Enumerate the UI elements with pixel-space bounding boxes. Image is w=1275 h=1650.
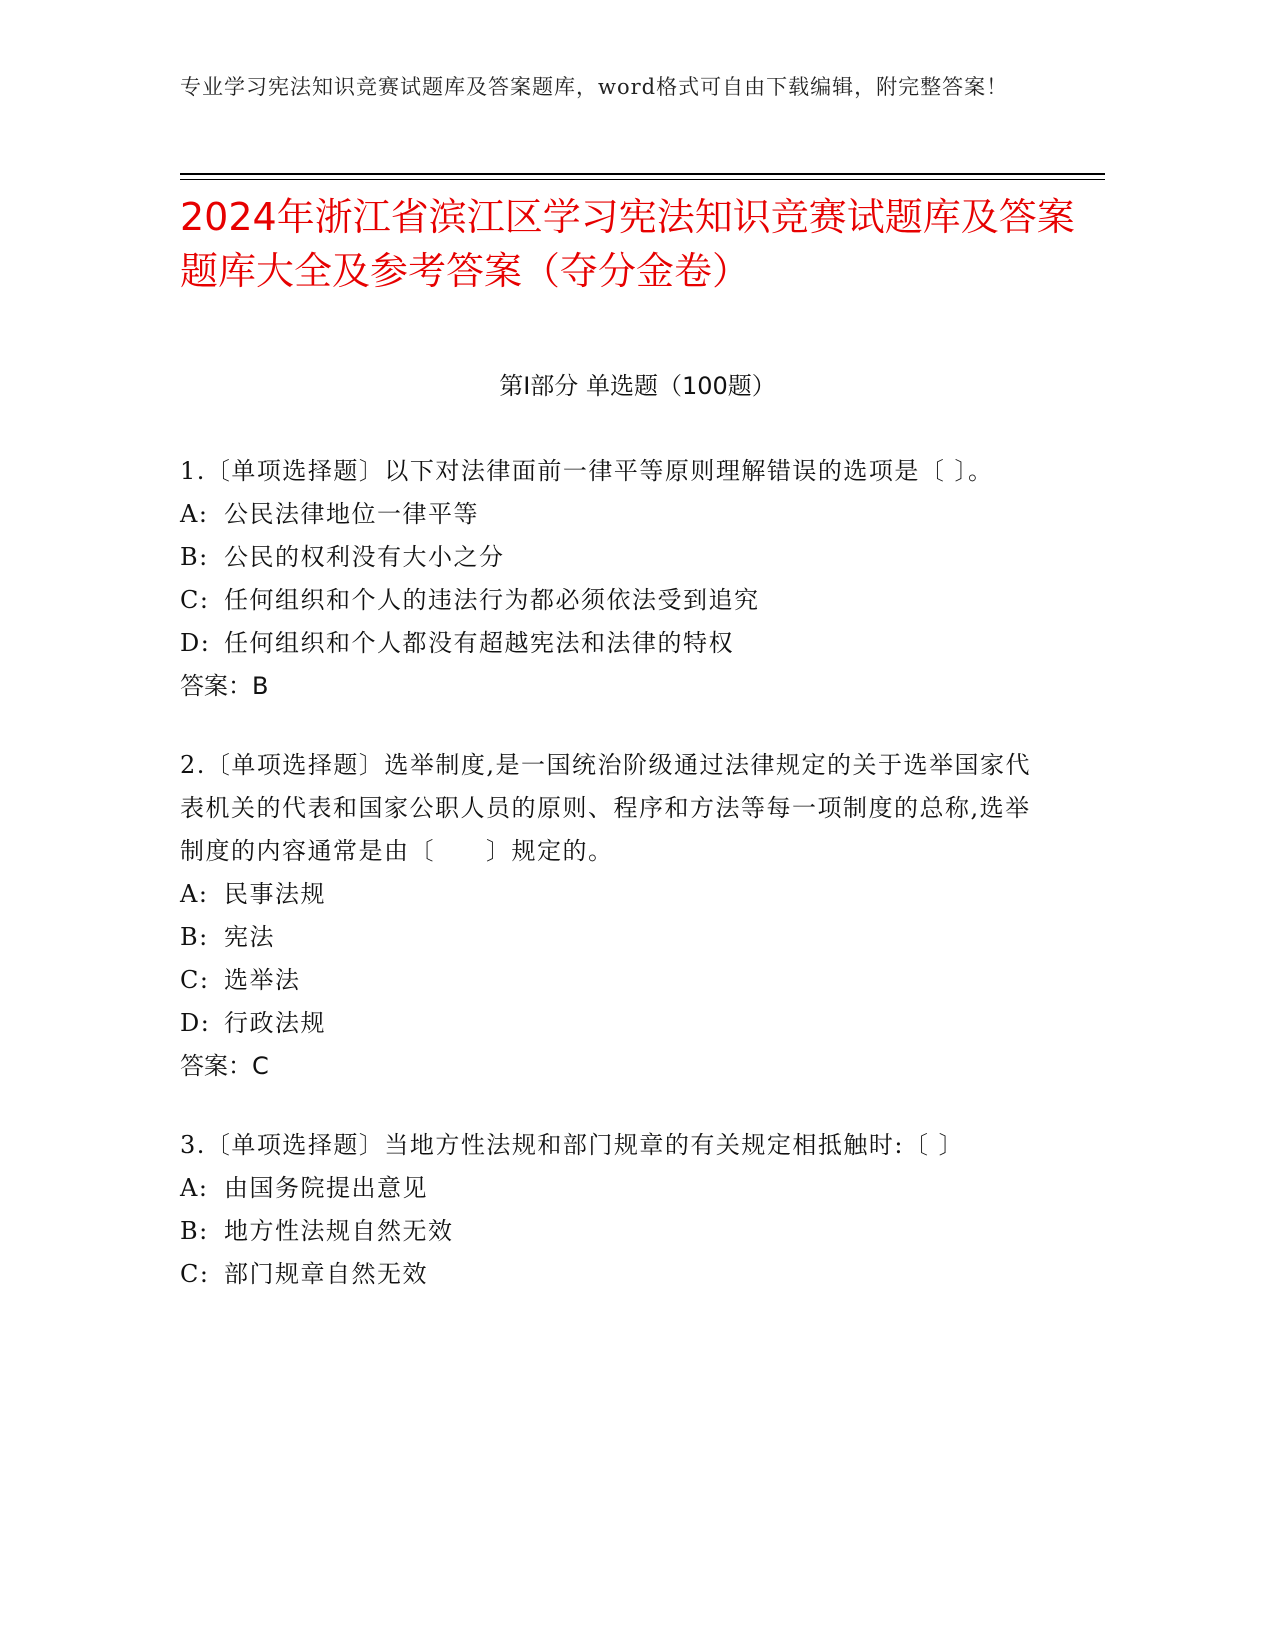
- option-b: [180, 1210, 1040, 1253]
- option-text: 选举法: [224, 966, 301, 994]
- answer-line: 答案：B: [180, 672, 269, 700]
- question-1: [180, 450, 1040, 708]
- header-note: 专业学习宪法知识竞赛试题库及答案题库，word格式可自由下载编辑，附完整答案！: [180, 75, 1009, 99]
- question-text: 2.〔单项选择题〕选举制度,是一国统治阶级通过法律规定的关于选举国家代表机关的代表和国家公职人员的原则、程序和方法等每一项制度的总称,选举制度的内容通常是由〔 〕规定的。: [180, 751, 1032, 865]
- question-3: [180, 1124, 1040, 1296]
- option-key: A:: [180, 500, 209, 528]
- option-text: 地方性法规自然无效: [224, 1217, 454, 1245]
- option-text: 部门规章自然无效: [224, 1260, 428, 1288]
- option-text: 行政法规: [224, 1009, 326, 1037]
- header-divider-thin: [180, 179, 1105, 180]
- question-text: 1.〔单项选择题〕以下对法律面前一律平等原则理解错误的选项是〔 〕。: [180, 457, 994, 485]
- option-d: [180, 1002, 1040, 1045]
- option-a: [180, 1167, 1040, 1210]
- option-key: A:: [180, 1174, 209, 1202]
- option-key: B:: [180, 923, 209, 951]
- option-a: [180, 493, 1040, 536]
- option-text: 公民法律地位一律平等: [224, 500, 479, 528]
- option-key: B:: [180, 1217, 209, 1245]
- question-list: [180, 450, 1040, 1332]
- option-key: D:: [180, 629, 211, 657]
- option-key: C:: [180, 966, 210, 994]
- option-text: 宪法: [224, 923, 275, 951]
- option-text: 任何组织和个人的违法行为都必须依法受到追究: [224, 586, 760, 614]
- option-b: [180, 916, 1040, 959]
- option-key: D:: [180, 1009, 211, 1037]
- option-b: [180, 536, 1040, 579]
- document-title: 2024年浙江省滨江区学习宪法知识竞赛试题库及答案题库大全及参考答案（夺分金卷）: [180, 195, 1075, 293]
- option-key: C:: [180, 586, 210, 614]
- option-key: A:: [180, 880, 209, 908]
- option-text: 由国务院提出意见: [224, 1174, 428, 1202]
- question-2: [180, 744, 1040, 1088]
- section-heading: 第Ⅰ部分 单选题（100题）: [499, 372, 776, 400]
- option-a: [180, 873, 1040, 916]
- option-text: 任何组织和个人都没有超越宪法和法律的特权: [224, 629, 734, 657]
- option-c: [180, 1253, 1040, 1296]
- option-key: B:: [180, 543, 209, 571]
- option-d: [180, 622, 1040, 665]
- answer-line: 答案：C: [180, 1052, 269, 1080]
- question-text: 3.〔单项选择题〕当地方性法规和部门规章的有关规定相抵触时:〔 〕: [180, 1131, 965, 1159]
- option-c: [180, 959, 1040, 1002]
- option-key: C:: [180, 1260, 210, 1288]
- header-divider-thick: [180, 173, 1105, 175]
- option-text: 公民的权利没有大小之分: [224, 543, 505, 571]
- option-c: [180, 579, 1040, 622]
- option-text: 民事法规: [224, 880, 326, 908]
